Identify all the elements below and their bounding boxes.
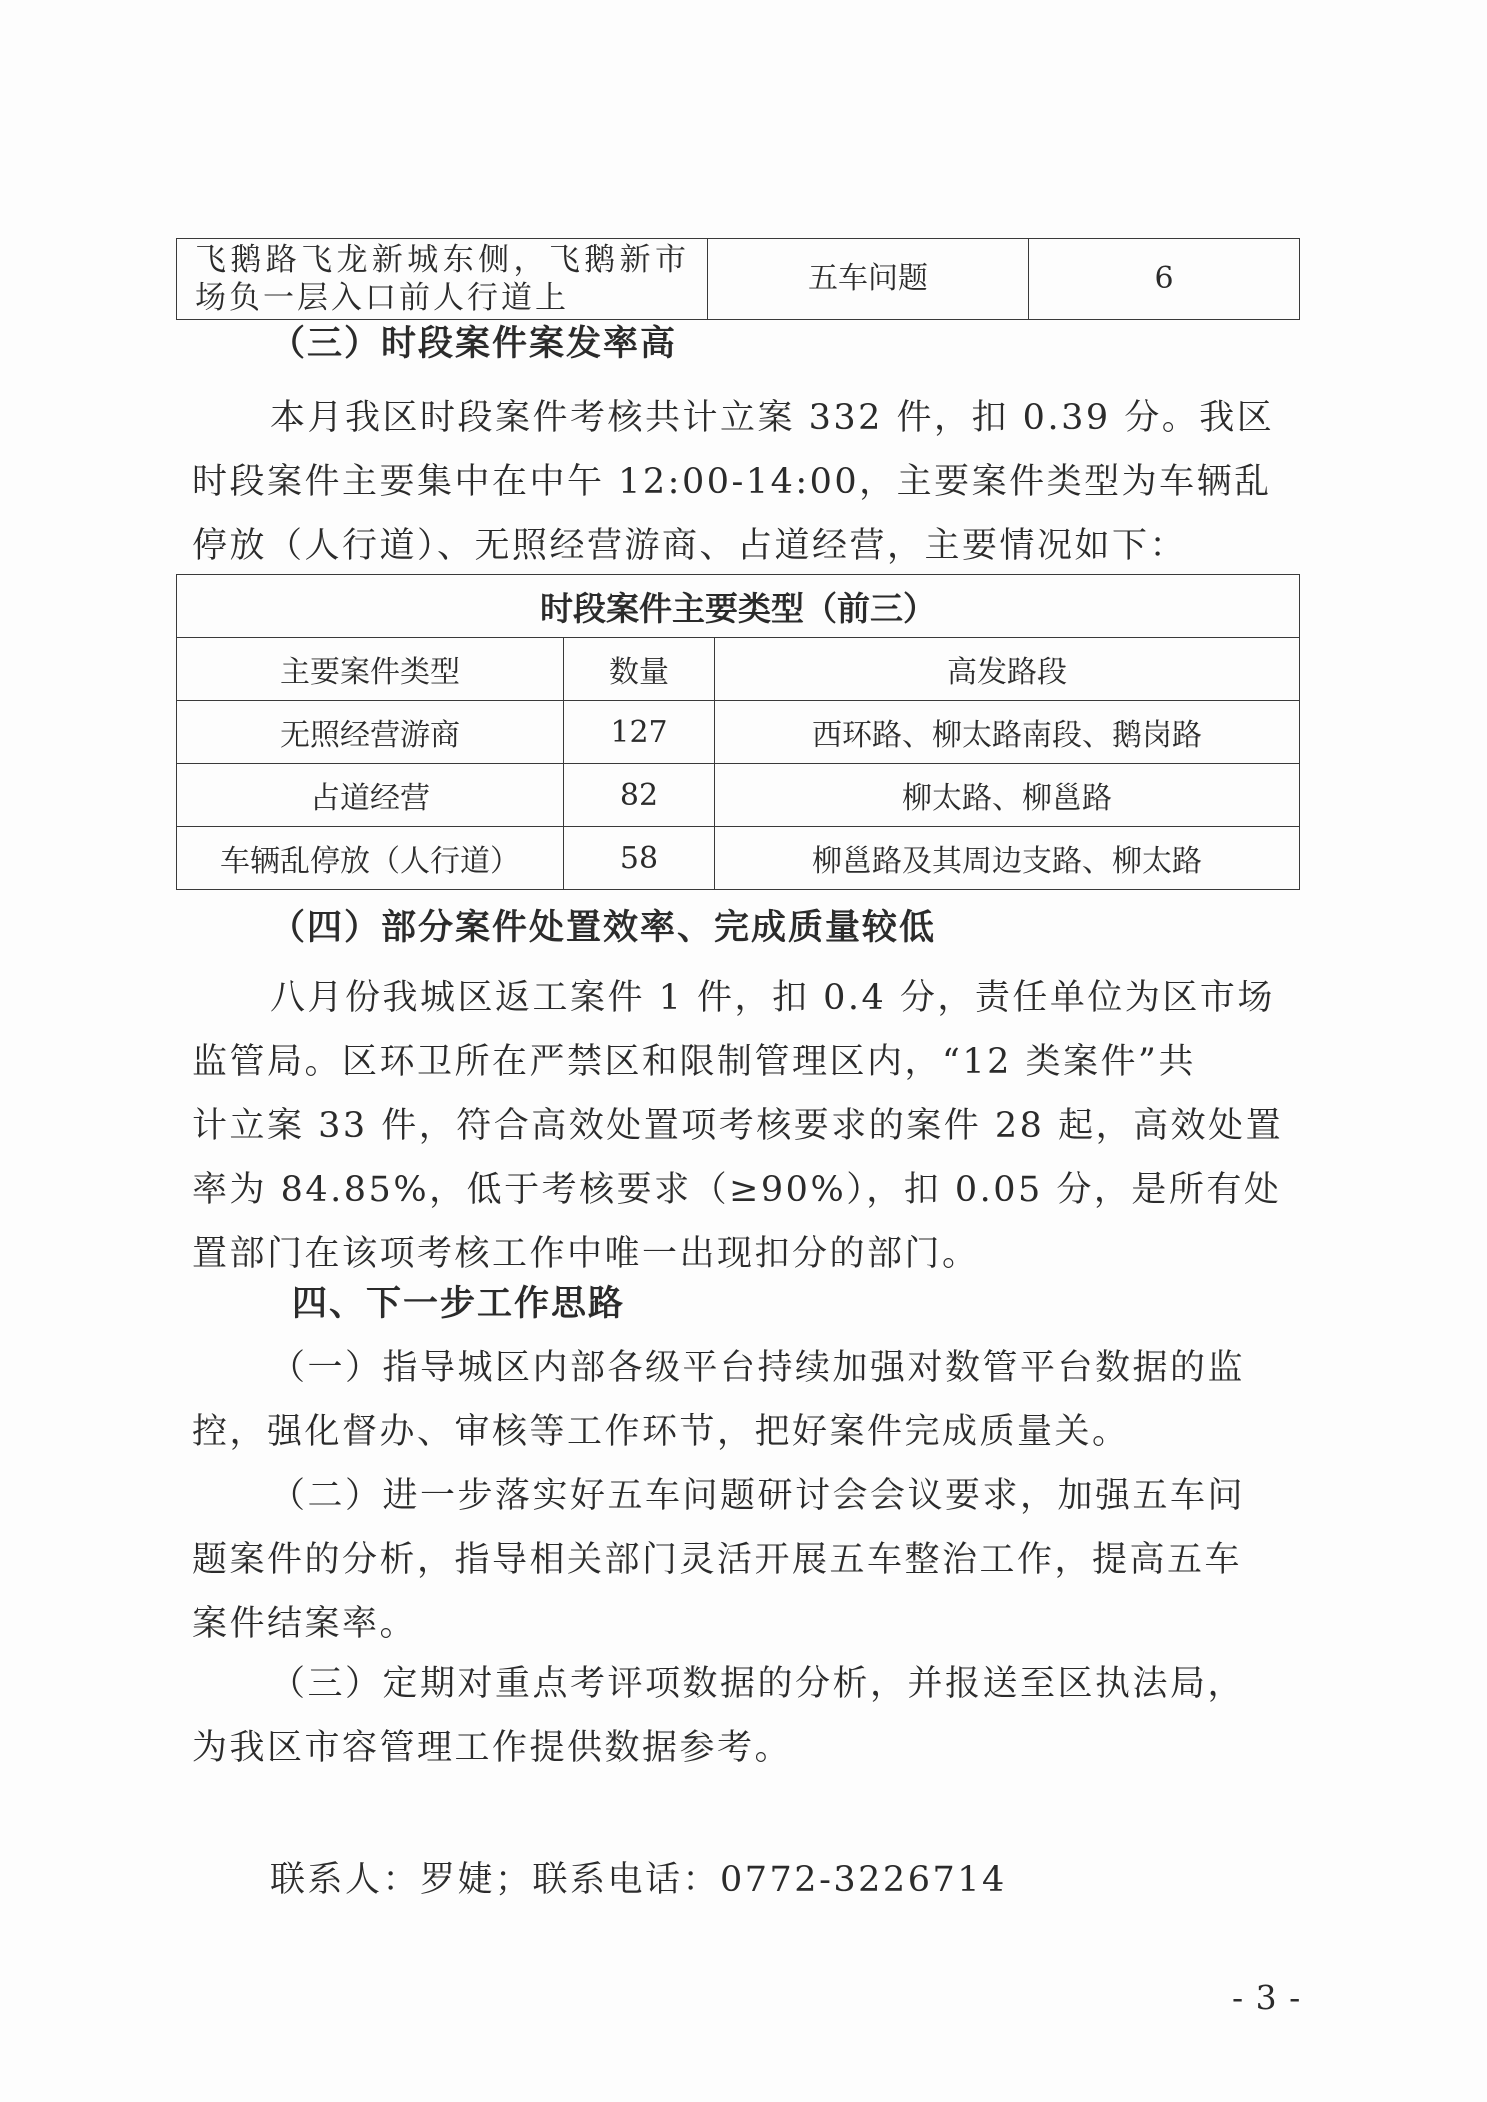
paragraph-line: 计立案 33 件，符合高效处置项考核要求的案件 28 起，高效处置 [192,1106,1284,1146]
case-type-table [176,574,1300,890]
paragraph-line: 控，强化督办、审核等工作环节，把好案件完成质量关。 [192,1412,1130,1452]
paragraph-line: 为我区市容管理工作提供数据参考。 [192,1728,793,1768]
case-type-cell: 无照经营游商 [177,701,564,764]
table-header-row [177,638,1300,701]
table-caption: 时段案件主要类型（前三） [177,575,1300,638]
next-steps-heading: 四、下一步工作思路 [292,1283,626,1324]
case-roads-cell: 柳邕路及其周边支路、柳太路 [715,827,1300,890]
next-step-item-3 [192,1652,1302,1780]
count-cell: 6 [1029,239,1300,320]
case-count-cell: 58 [564,827,715,890]
page-number: - 3 - [1232,1978,1302,2017]
table-row [177,701,1300,764]
paragraph-line: 题案件的分析，指导相关部门灵活开展五车整治工作，提高五车 [192,1540,1243,1580]
table-row [177,239,1300,320]
case-count-cell: 127 [564,701,715,764]
paragraph-line: （三）定期对重点考评项数据的分析，并报送至区执法局， [270,1664,1246,1704]
continued-table [176,238,1300,320]
paragraph-line: 时段案件主要集中在中午 12:00-14:00，主要案件类型为车辆乱 [192,462,1272,502]
case-roads-cell: 柳太路、柳邕路 [715,764,1300,827]
paragraph-line: 率为 84.85%，低于考核要求（≥90%），扣 0.05 分，是所有处 [192,1170,1282,1210]
table-row [177,764,1300,827]
location-cell: 飞鹅路飞龙新城东侧，飞鹅新市场负一层入口前人行道上 [177,239,708,320]
case-type-cell: 车辆乱停放（人行道） [177,827,564,890]
type-cell: 五车问题 [708,239,1029,320]
paragraph-line: （一）指导城区内部各级平台持续加强对数管平台数据的监 [270,1348,1246,1388]
paragraph-line: 置部门在该项考核工作中唯一出现扣分的部门。 [192,1234,980,1274]
section-4-paragraph [192,966,1302,1286]
column-header: 高发路段 [715,638,1300,701]
section-heading-4: （四）部分案件处置效率、完成质量较低 [270,907,937,948]
paragraph-line: 本月我区时段案件考核共计立案 332 件，扣 0.39 分。我区 [270,398,1275,438]
contact-info: 联系人：罗婕；联系电话：0772-3226714 [270,1860,1007,1900]
case-roads-cell: 西环路、柳太路南段、鹅岗路 [715,701,1300,764]
paragraph-line: 八月份我城区返工案件 1 件，扣 0.4 分，责任单位为区市场 [270,978,1275,1018]
section-heading-3: （三）时段案件案发率高 [270,323,678,364]
paragraph-line: 案件结案率。 [192,1604,418,1644]
paragraph-line: 停放（人行道）、无照经营游商、占道经营，主要情况如下： [192,526,1188,566]
case-count-cell: 82 [564,764,715,827]
paragraph-line: 监管局。区环卫所在严禁区和限制管理区内，“12 类案件”共 [192,1042,1196,1082]
next-step-item-1 [192,1336,1302,1464]
next-step-item-2 [192,1464,1302,1656]
paragraph-line: （二）进一步落实好五车问题研讨会会议要求，加强五车问 [270,1476,1246,1516]
column-header: 数量 [564,638,715,701]
column-header: 主要案件类型 [177,638,564,701]
section-3-paragraph [192,386,1302,578]
table-caption-row [177,575,1300,638]
table-row [177,827,1300,890]
case-type-cell: 占道经营 [177,764,564,827]
